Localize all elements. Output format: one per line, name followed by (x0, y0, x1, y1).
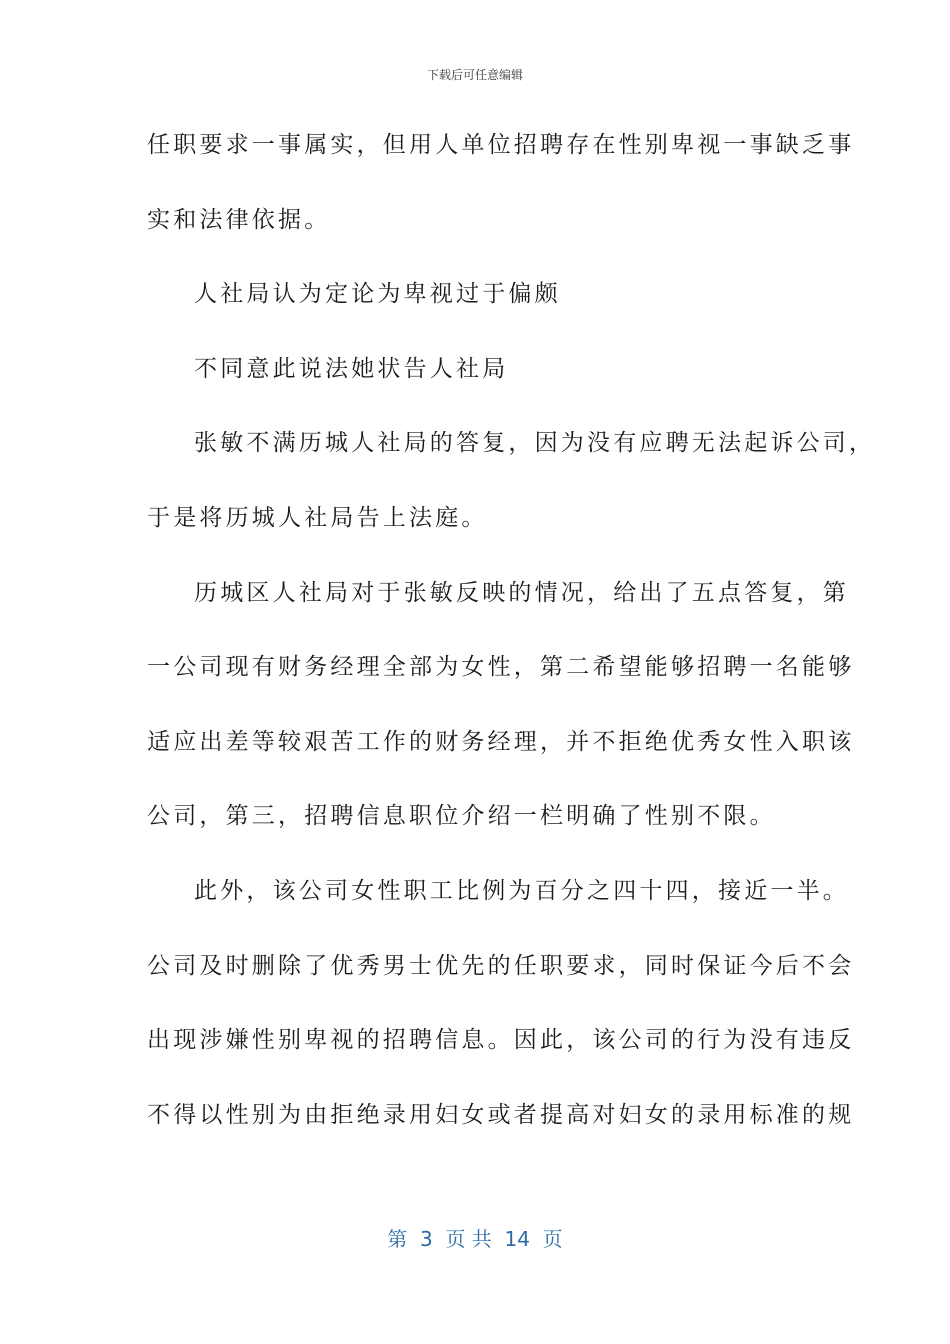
paragraph-line: 不得以性别为由拒绝录用妇女或者提高对妇女的录用标准的规 (147, 1101, 855, 1128)
paragraph-line: 实和法律依据。 (147, 206, 331, 233)
document-body (147, 126, 876, 1170)
paragraph-line: 公司，第三，招聘信息职位介绍一栏明确了性别不限。 (147, 803, 776, 830)
page-header: 下载后可任意编辑 (426, 68, 523, 82)
paragraph-line: 历城区人社局对于张敏反映的情况，给出了五点答复，第 (194, 579, 849, 606)
paragraph-line: 任职要求一事属实，但用人单位招聘存在性别卑视一事缺乏事 (147, 132, 855, 158)
paragraph-line: 一公司现有财务经理全部为女性，第二希望能够招聘一名能够 (147, 654, 855, 681)
paragraph-line: 公司及时删除了优秀男士优先的任职要求，同时保证今后不会 (147, 952, 855, 979)
page-number-footer: 第 3 页 共 14 页 (387, 1227, 563, 1251)
paragraph-line: 张敏不满历城人社局的答复，因为没有应聘无法起诉公司， (194, 430, 876, 457)
section-heading: 人社局认为定论为卑视过于偏颇 (194, 281, 561, 308)
section-heading: 不同意此说法她状告人社局 (194, 355, 509, 382)
paragraph-line: 出现涉嫌性别卑视的招聘信息。因此，该公司的行为没有违反 (147, 1027, 855, 1054)
paragraph-line: 于是将历城人社局告上法庭。 (147, 504, 488, 531)
paragraph-line: 适应出差等较艰苦工作的财务经理，并不拒绝优秀女性入职该 (147, 728, 855, 755)
paragraph-line: 此外，该公司女性职工比例为百分之四十四，接近一半。 (194, 877, 849, 904)
